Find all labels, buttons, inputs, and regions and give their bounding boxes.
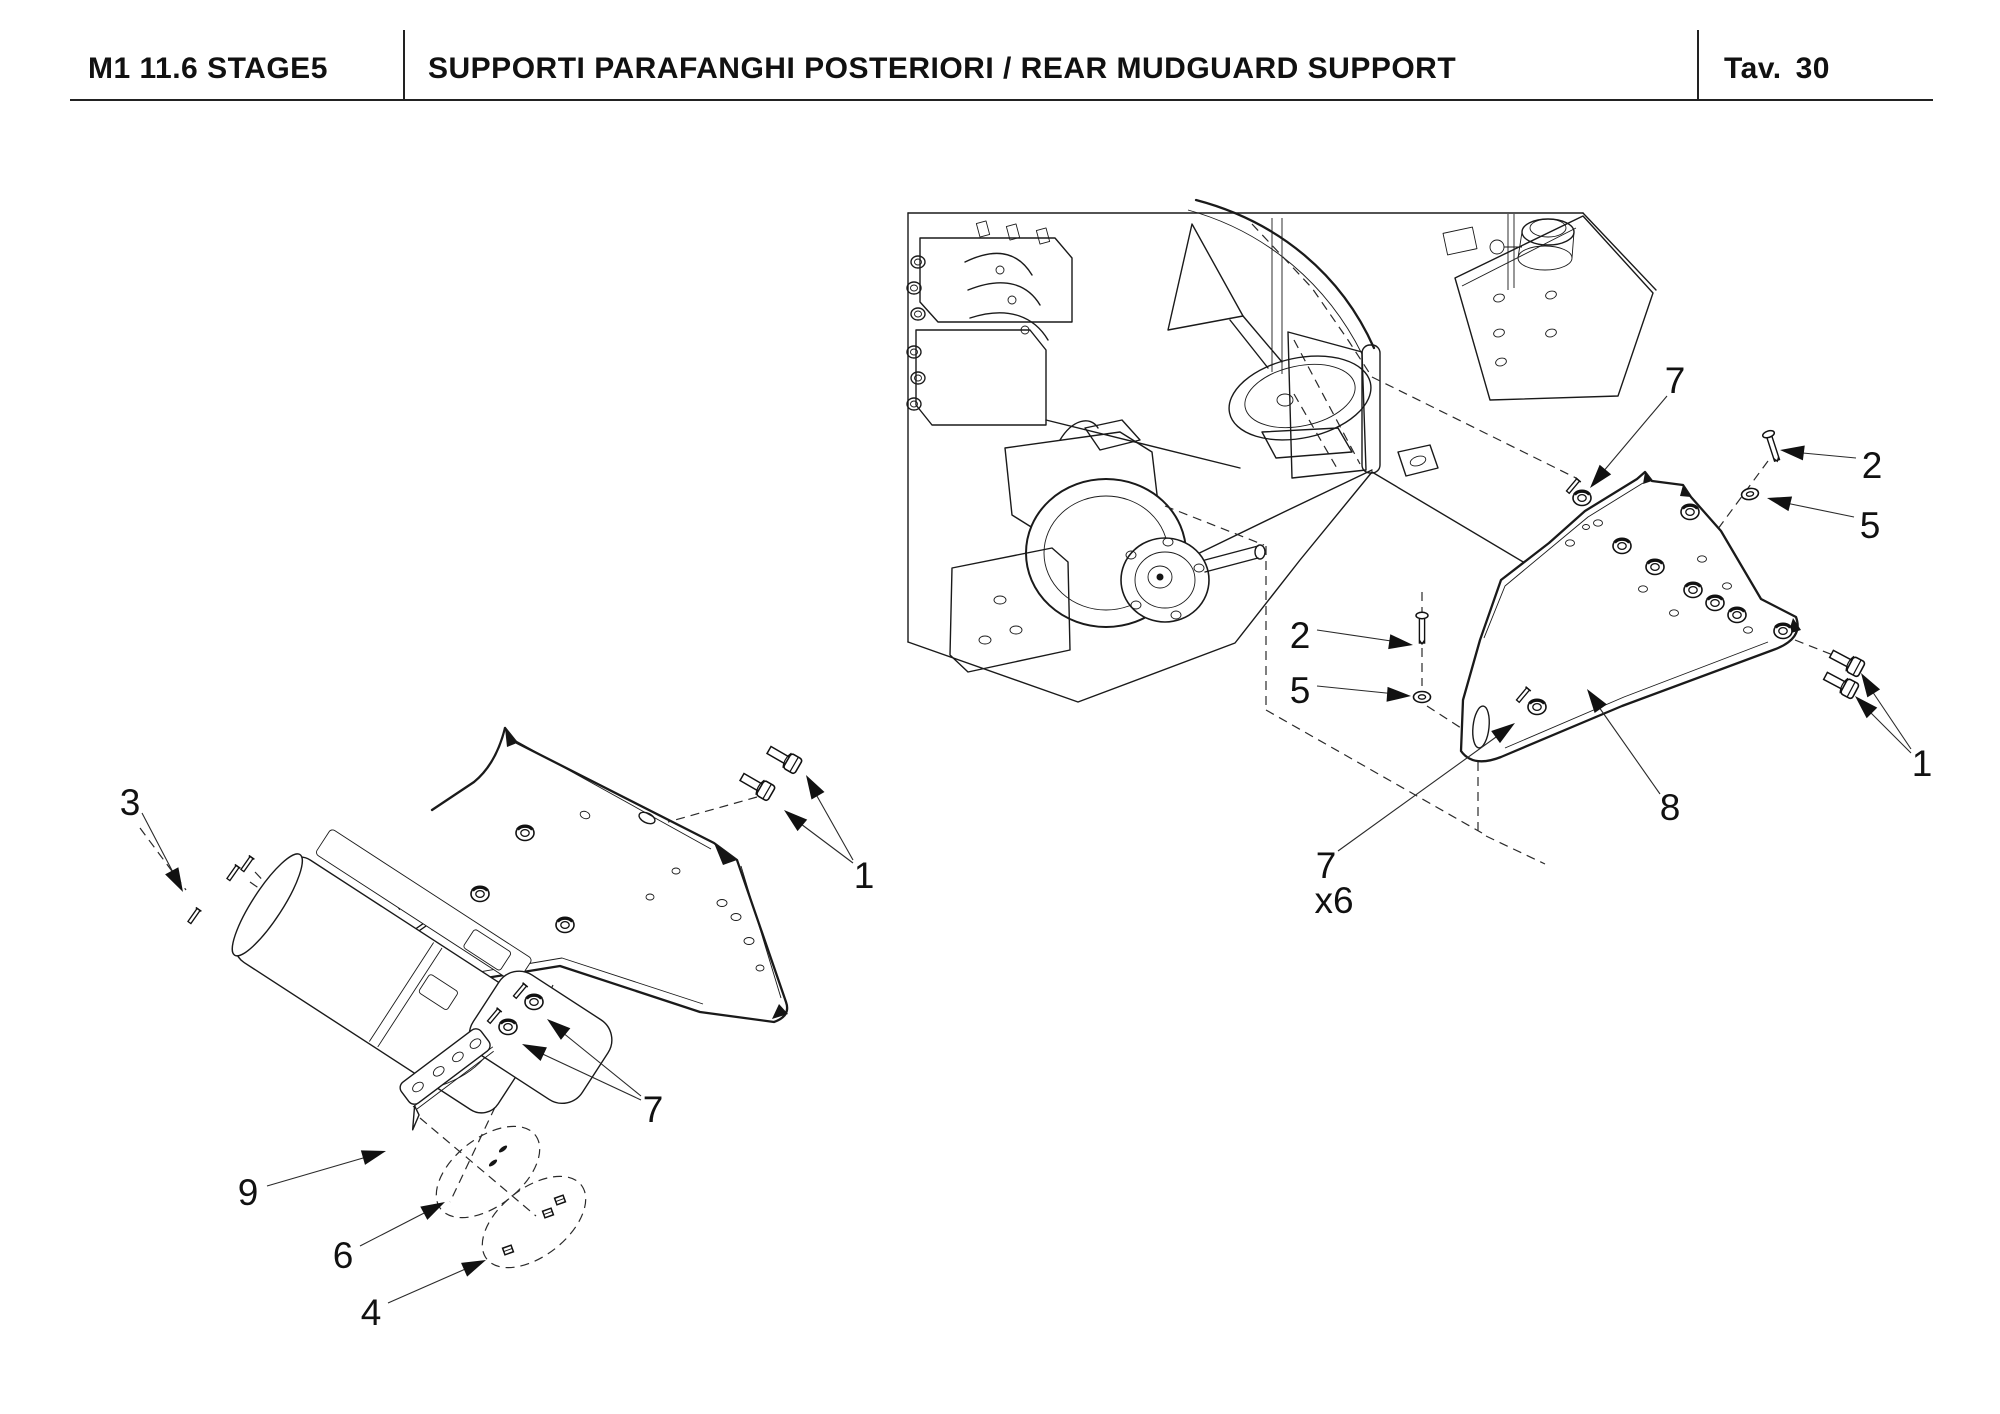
callout-label: 6 — [332, 1235, 354, 1276]
callout-label: 5 — [1859, 505, 1881, 546]
callout-label: 2 — [1861, 445, 1883, 486]
callout-5-mid — [1290, 670, 1412, 711]
plate-value: 30 — [1795, 52, 1830, 85]
callout-label: 4 — [360, 1292, 382, 1333]
callout-2-mid — [1290, 615, 1414, 656]
callout-6 — [333, 1195, 449, 1276]
callout-2-right — [1779, 443, 1882, 486]
phantom-lines-right — [1165, 224, 1843, 864]
callout-1-left — [779, 771, 874, 896]
right-bracket-view — [1414, 429, 1866, 761]
callout-5-right — [1765, 491, 1880, 546]
callout-label: 7 — [1664, 360, 1686, 401]
callout-9 — [238, 1144, 388, 1213]
callout-qty-note: x6 — [1314, 880, 1354, 921]
callout-label: 7 — [642, 1089, 664, 1130]
callout-label: 9 — [237, 1172, 259, 1213]
callout-4 — [361, 1253, 489, 1333]
callout-8 — [1581, 685, 1680, 828]
callout-label: 3 — [119, 782, 141, 823]
callout-1-right — [1850, 669, 1933, 784]
callout-label: 1 — [1911, 743, 1933, 784]
callout-label: 5 — [1289, 670, 1311, 711]
callout-label: 2 — [1289, 615, 1311, 656]
callout-3 — [120, 782, 190, 896]
plate-label: Tav. — [1724, 52, 1782, 85]
callout-label: 7 — [1315, 845, 1337, 886]
callout-label: 8 — [1659, 787, 1681, 828]
page-title: SUPPORTI PARAFANGHI POSTERIORI / REAR MUDGUARD SUPPORT — [428, 52, 1457, 85]
callout-7-top-right — [1584, 360, 1685, 493]
callout-label: 1 — [853, 855, 875, 896]
page-model-code: M1 11.6 STAGE5 — [88, 52, 328, 85]
